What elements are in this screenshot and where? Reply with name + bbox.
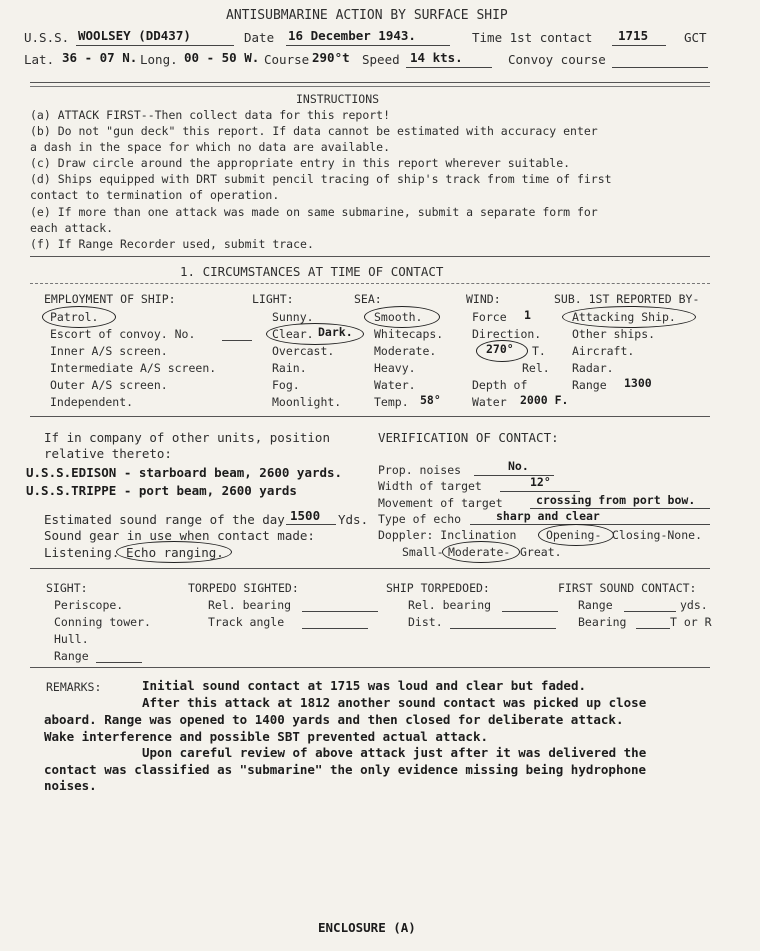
- selection-circle: [476, 340, 528, 362]
- remarks-line: noises.: [44, 778, 97, 793]
- speed-value: 14 kts.: [410, 50, 463, 65]
- movement-value: crossing from port bow.: [536, 493, 696, 507]
- sea-whitecaps: Whitecaps.: [374, 327, 444, 341]
- selection-circle: [538, 524, 614, 546]
- width-value: 12°: [530, 475, 551, 489]
- est-range-label: Estimated sound range of the day: [44, 512, 285, 527]
- ship-torpedoed-heading: SHIP TORPEDOED:: [386, 581, 490, 595]
- remarks-line: contact was classified as "submarine" the only evidence missing being hydrophone: [44, 762, 647, 777]
- light-moonlight: Moonlight.: [272, 395, 342, 409]
- unit-edison: U.S.S.EDISON - starboard beam, 2600 yards.: [26, 465, 343, 480]
- first-contact-bearing-line: [636, 628, 670, 629]
- time-underline: [612, 45, 666, 46]
- long-label: Long.: [140, 52, 178, 67]
- date-value: 16 December 1943.: [288, 28, 416, 43]
- doppler-label: Doppler: Inclination: [378, 528, 517, 542]
- lat-label: Lat.: [24, 52, 55, 67]
- sea-heading: SEA:: [354, 292, 382, 306]
- selection-circle: [42, 306, 116, 328]
- employment-outer: Outer A/S screen.: [50, 378, 168, 392]
- instruction-item: a dash in the space for which no data are available.: [30, 140, 391, 154]
- speed-label: Speed: [362, 52, 400, 67]
- est-range-value: 1500: [290, 508, 321, 523]
- torpedo-track-angle: Track angle: [208, 615, 285, 629]
- remarks-line: After this attack at 1812 another sound contact was picked up close: [142, 695, 647, 710]
- light-clear: Clear.: [272, 327, 314, 341]
- water-label: Water: [472, 395, 507, 409]
- light-rain: Rain.: [272, 361, 307, 375]
- echo-label: Type of echo: [378, 512, 462, 526]
- depth-label: Depth of: [472, 378, 528, 392]
- sea-moderate: Moderate.: [374, 344, 437, 358]
- divider: [30, 416, 710, 417]
- sighted-range-label: Range: [572, 378, 607, 392]
- course-label: Course: [264, 52, 310, 67]
- sight-range-line: [96, 662, 142, 663]
- sight-periscope: Periscope.: [54, 598, 124, 612]
- instruction-item: (c) Draw circle around the appropriate entry in this report wherever suitable.: [30, 156, 571, 170]
- torpedoed-rel-bearing-line: [502, 611, 558, 612]
- time-label: Time 1st contact: [472, 30, 593, 45]
- sea-heavy: Heavy.: [374, 361, 416, 375]
- torpedo-rel-bearing: Rel. bearing: [208, 598, 292, 612]
- employment-escort: Escort of convoy. No.: [50, 327, 196, 341]
- prop-noises-label: Prop. noises: [378, 463, 462, 477]
- instruction-item: (e) If more than one attack was made on same submarine, submit a separate form for: [30, 205, 598, 219]
- sighted-radar: Radar.: [572, 361, 614, 375]
- employment-intermediate: Intermediate A/S screen.: [50, 361, 217, 375]
- selection-circle: [364, 306, 440, 328]
- date-label: Date: [244, 30, 275, 45]
- remarks-line: Initial sound contact at 1715 was loud and clear but faded.: [142, 678, 587, 693]
- torpedoed-dist: Dist.: [408, 615, 443, 629]
- instruction-item: (d) Ships equipped with DRT submit pencil tracing of ship's track from time of first: [30, 172, 612, 186]
- verification-heading: VERIFICATION OF CONTACT:: [378, 430, 559, 445]
- convoy-course-line: [612, 67, 708, 68]
- first-contact-yds: yds.: [680, 598, 708, 612]
- time-zone: GCT: [684, 30, 707, 45]
- sea-temp-value: 58°: [420, 393, 441, 407]
- sighted-aircraft: Aircraft.: [572, 344, 635, 358]
- employment-inner: Inner A/S screen.: [50, 344, 168, 358]
- remarks-label: REMARKS:: [46, 680, 102, 694]
- depth-value: 2000 F.: [520, 393, 569, 407]
- sight-conning-tower: Conning tower.: [54, 615, 151, 629]
- instruction-item: contact to termination of operation.: [30, 188, 280, 202]
- doppler-small: Small-: [402, 545, 444, 559]
- wind-direction-label: Direction.: [472, 327, 542, 341]
- ship-underline: [76, 45, 234, 46]
- gear-listening: Listening.: [44, 545, 120, 560]
- sea-temp-label: Temp.: [374, 395, 409, 409]
- company-line2: relative thereto:: [44, 446, 172, 461]
- doppler-closing: Closing-None.: [612, 528, 703, 542]
- ship-label: U.S.S.: [24, 30, 70, 45]
- divider: [30, 568, 710, 569]
- first-contact-bearing: Bearing: [578, 615, 627, 629]
- sighted-by-heading: SUB. 1ST REPORTED BY-: [554, 292, 700, 306]
- doppler-moderate: Moderate-: [448, 545, 511, 559]
- course-value: 290°t: [312, 50, 350, 65]
- width-label: Width of target: [378, 479, 482, 493]
- divider: [30, 82, 710, 83]
- width-line: [500, 491, 580, 492]
- torpedoed-rel-bearing: Rel. bearing: [408, 598, 492, 612]
- light-sunny: Sunny.: [272, 310, 314, 324]
- movement-label: Movement of target: [378, 496, 503, 510]
- remarks-line: Wake interference and possible SBT prevented actual attack.: [44, 729, 489, 744]
- instructions-heading: INSTRUCTIONS: [296, 92, 380, 106]
- unit-trippe: U.S.S.TRIPPE - port beam, 2600 yards: [26, 483, 297, 498]
- remarks-line: aboard. Range was opened to 1400 yards and then closed for deliberate attack.: [44, 712, 624, 727]
- instruction-item: (b) Do not "gun deck" this report. If data cannot be estimated with accuracy enter: [30, 124, 598, 138]
- divider: [30, 86, 710, 87]
- lat-value: 36 - 07 N.: [62, 50, 138, 65]
- light-heading: LIGHT:: [252, 292, 294, 306]
- company-line1: If in company of other units, position: [44, 430, 330, 445]
- first-sound-contact-heading: FIRST SOUND CONTACT:: [558, 581, 697, 595]
- selection-circle: [266, 323, 364, 345]
- first-contact-t-or-r: T or R: [670, 615, 712, 629]
- long-value: 00 - 50 W.: [184, 50, 260, 65]
- wind-direction-suffix: T.: [532, 344, 546, 358]
- light-fog: Fog.: [272, 378, 300, 392]
- wind-force-value: 1: [524, 308, 531, 322]
- torpedo-sighted-heading: TORPEDO SIGHTED:: [188, 581, 299, 595]
- sighted-other-ships: Other ships.: [572, 327, 656, 341]
- selection-circle: [562, 306, 696, 328]
- wind-force-label: Force: [472, 310, 507, 324]
- time-value: 1715: [618, 28, 649, 43]
- escort-number-line: [222, 340, 252, 341]
- torpedo-rel-bearing-line: [302, 611, 378, 612]
- wind-direction-value: 270°: [486, 342, 514, 356]
- instruction-item: (a) ATTACK FIRST--Then collect data for this report!: [30, 108, 391, 122]
- instruction-item: (f) If Range Recorder used, submit trace.: [30, 237, 314, 251]
- doppler-great: Great.: [520, 545, 562, 559]
- instruction-item: each attack.: [30, 221, 114, 235]
- ship-value: WOOLSEY (DD437): [78, 28, 191, 43]
- gear-echo-ranging: Echo ranging.: [126, 545, 224, 560]
- torpedoed-dist-line: [450, 628, 556, 629]
- convoy-course-label: Convoy course: [508, 52, 606, 67]
- light-dark: Dark.: [318, 325, 353, 339]
- sight-heading: SIGHT:: [46, 581, 88, 595]
- sighted-range-value: 1300: [624, 376, 652, 390]
- form-title: ANTISUBMARINE ACTION BY SURFACE SHIP: [226, 8, 508, 23]
- torpedo-track-angle-line: [302, 628, 368, 629]
- sea-smooth: Smooth.: [374, 310, 423, 324]
- prop-noises-value: No.: [508, 459, 529, 473]
- selection-circle: [116, 541, 232, 563]
- enclosure-label: ENCLOSURE (A): [318, 920, 416, 935]
- section-heading: 1. CIRCUMSTANCES AT TIME OF CONTACT: [180, 264, 444, 279]
- speed-underline: [406, 67, 492, 68]
- first-contact-range-line: [624, 611, 676, 612]
- selection-circle: [442, 541, 520, 563]
- echo-value: sharp and clear: [496, 509, 600, 523]
- wind-rel-label: Rel.: [522, 361, 550, 375]
- employment-patrol: Patrol.: [50, 310, 99, 324]
- est-range-unit: Yds.: [338, 512, 369, 527]
- divider: [30, 283, 710, 284]
- divider: [30, 667, 710, 668]
- remarks-line: Upon careful review of above attack just after it was delivered the: [142, 745, 647, 760]
- est-range-line: [286, 524, 336, 525]
- gear-label: Sound gear in use when contact made:: [44, 528, 315, 543]
- date-underline: [286, 45, 450, 46]
- light-overcast: Overcast.: [272, 344, 335, 358]
- sight-range: Range: [54, 649, 89, 663]
- sighted-attacking-ship: Attacking Ship.: [572, 310, 676, 324]
- doppler-opening: Opening-: [546, 528, 602, 542]
- first-contact-range: Range: [578, 598, 613, 612]
- sea-water: Water.: [374, 378, 416, 392]
- sight-hull: Hull.: [54, 632, 89, 646]
- wind-heading: WIND:: [466, 292, 501, 306]
- employment-heading: EMPLOYMENT OF SHIP:: [44, 292, 176, 306]
- employment-independent: Independent.: [50, 395, 134, 409]
- divider: [30, 256, 710, 257]
